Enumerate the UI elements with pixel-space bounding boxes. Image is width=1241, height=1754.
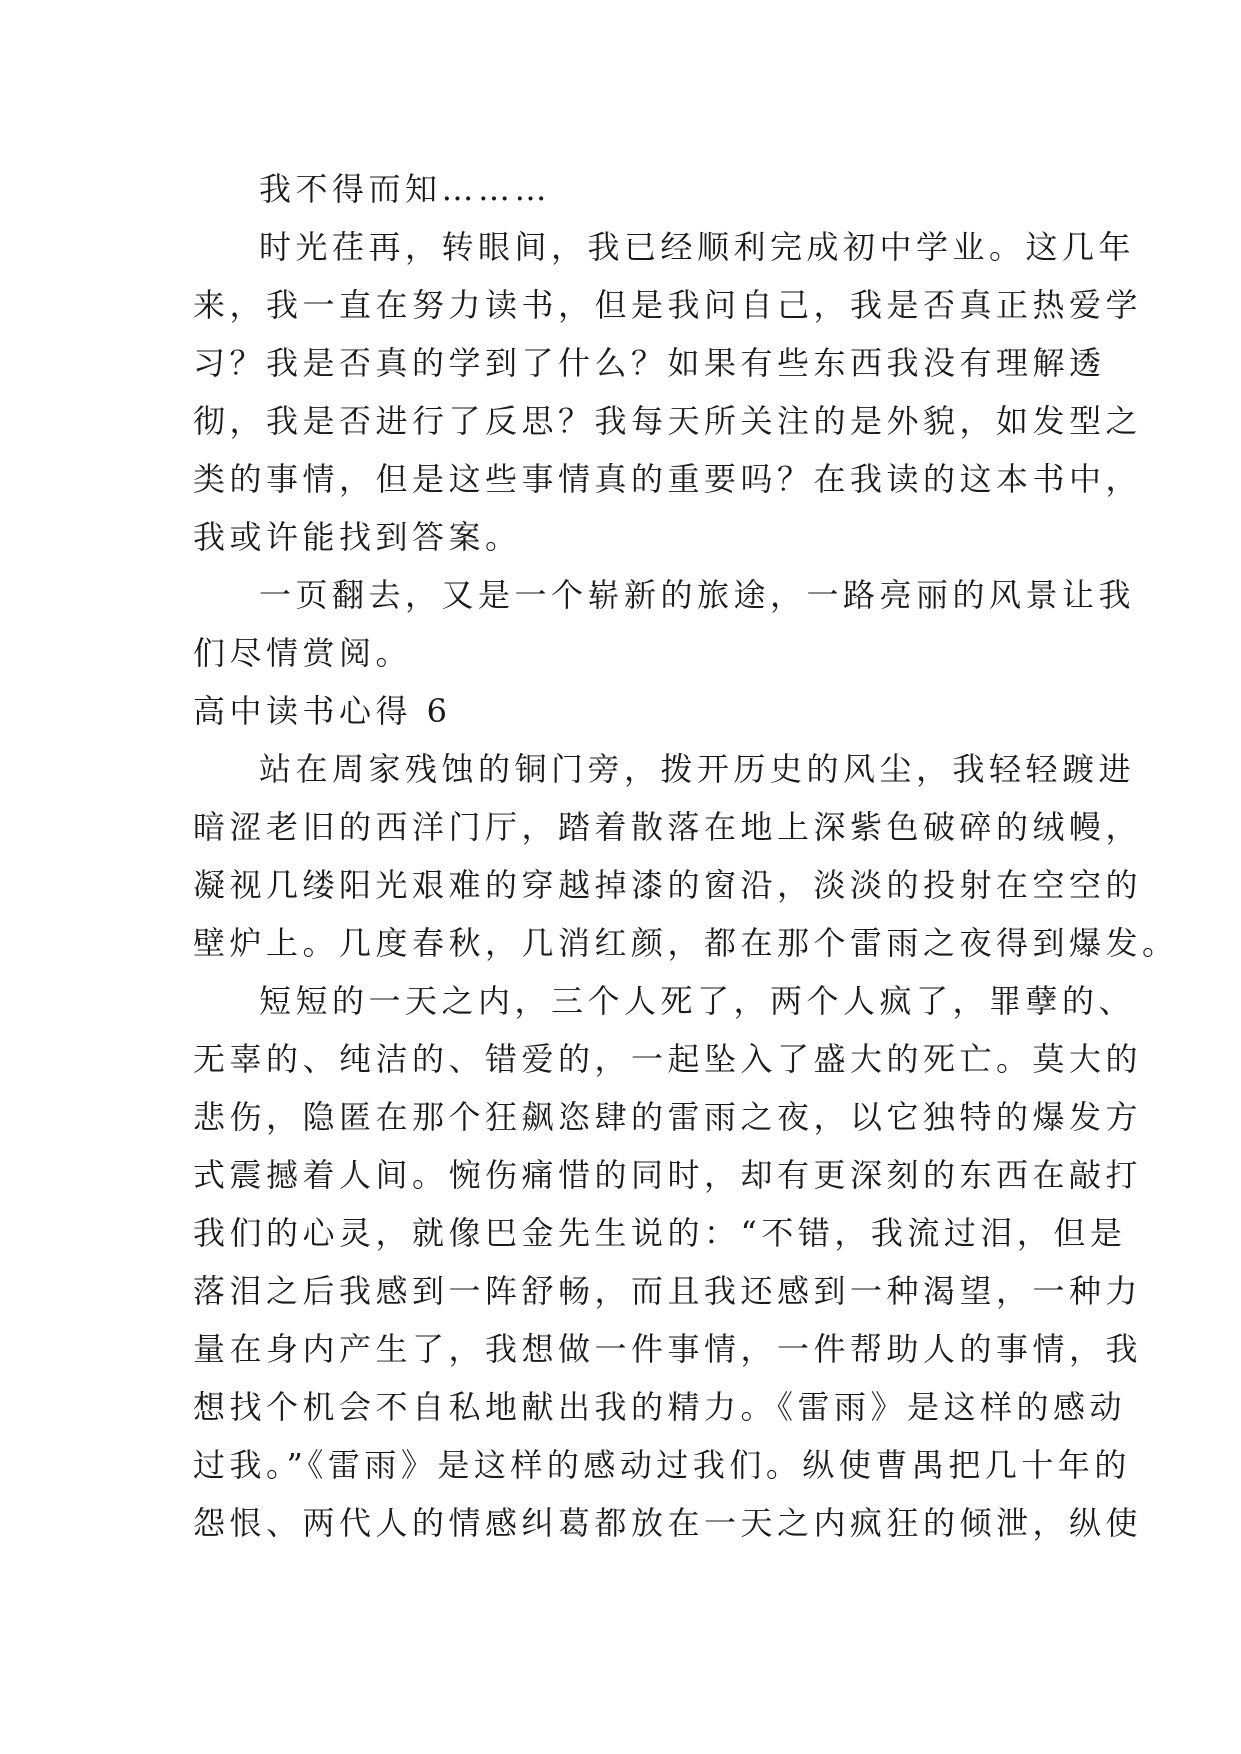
text-line: 时光荏再，转眼间，我已经顺利完成初中学业。这几年 <box>259 228 1136 266</box>
text-line: 无辜的、纯洁的、错爱的，一起坠入了盛大的死亡。莫大的 <box>193 1040 1143 1078</box>
text-line: 过我。”《雷雨》是这样的感动过我们。纵使曹禺把几十年的 <box>193 1446 1131 1484</box>
text-line: 我或许能找到答案。 <box>193 518 522 556</box>
text-line: 我们的心灵，就像巴金先生说的：“不错，我流过泪，但是 <box>193 1214 1127 1252</box>
text-line: 式震撼着人间。惋伤痛惜的同时，却有更深刻的东西在敲打 <box>193 1156 1143 1194</box>
text-line: 暗涩老旧的西洋门厅，踏着散落在地上深紫色破碎的绒幔， <box>193 808 1143 846</box>
text-line: 凝视几缕阳光艰难的穿越掉漆的窗沿，淡淡的投射在空空的 <box>193 866 1143 904</box>
text-line: 短短的一天之内，三个人死了，两个人疯了，罪孽的、 <box>259 982 1136 1020</box>
text-line: 类的事情，但是这些事情真的重要吗？在我读的这本书中， <box>193 460 1143 498</box>
text-line: 站在周家残蚀的铜门旁，拨开历史的风尘，我轻轻踱进 <box>259 750 1136 788</box>
text-line: 习？我是否真的学到了什么？如果有些东西我没有理解透 <box>193 344 1106 382</box>
text-line: 壁炉上。几度春秋，几消红颜，都在那个雷雨之夜得到爆发。 <box>193 924 1179 962</box>
text-line: 落泪之后我感到一阵舒畅，而且我还感到一种渴望，一种力 <box>193 1272 1143 1310</box>
text-line: 想找个机会不自私地献出我的精力。《雷雨》是这样的感动 <box>193 1388 1127 1426</box>
text-line: 量在身内产生了，我想做一件事情，一件帮助人的事情，我 <box>193 1330 1143 1368</box>
text-line: 来，我一直在努力读书，但是我问自己，我是否真正热爱学 <box>193 286 1143 324</box>
document-body <box>193 160 1179 1552</box>
text-line: 怨恨、两代人的情感纠葛都放在一天之内疯狂的倾泄，纵使 <box>193 1504 1143 1542</box>
section-heading: 高中读书心得 6 <box>193 692 452 730</box>
text-line: 一页翻去，又是一个崭新的旅途，一路亮丽的风景让我 <box>259 576 1136 614</box>
text-line: 悲伤，隐匿在那个狂飙恣肆的雷雨之夜，以它独特的爆发方 <box>193 1098 1143 1136</box>
text-line: 彻，我是否进行了反思？我每天所关注的是外貌，如发型之 <box>193 402 1143 440</box>
text-line: 们尽情赏阅。 <box>193 634 413 672</box>
text-line: 我不得而知……… <box>259 170 552 208</box>
